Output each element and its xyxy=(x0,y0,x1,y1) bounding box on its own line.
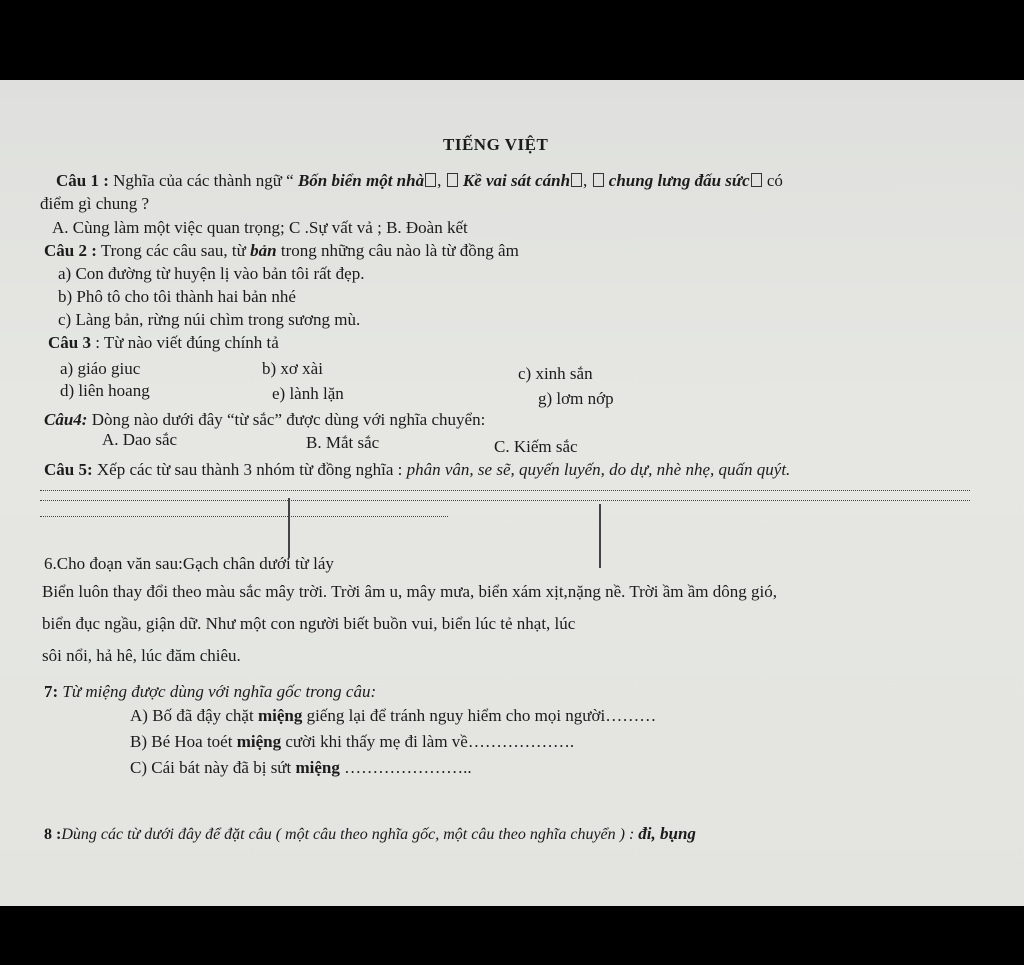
question-4-option-a: A. Dao sắc xyxy=(102,430,178,449)
idiom-2: Kề vai sát cánh xyxy=(458,171,571,190)
question-8: 8 :Dùng các từ dưới đây để đặt câu ( một câu theo nghĩa gốc, một câu theo nghĩa chuyển ) : đi, bụng xyxy=(44,824,696,843)
question-6-label: 6.Cho đoạn văn sau:Gạch chân dưới từ láy xyxy=(44,554,334,573)
missing-glyph-icon xyxy=(425,173,436,187)
question-3-label: Câu 3 xyxy=(48,333,91,352)
question-2: Câu 2 : Trong các câu sau, từ bản trong những câu nào là từ đồng âm xyxy=(44,241,519,260)
question-5-word-list: phân vân, se sẽ, quyến luyến, do dự, nhè nhẹ, quấn quýt. xyxy=(406,460,791,479)
question-3-option-b: b) xơ xài xyxy=(262,359,323,378)
question-7-label: 7: xyxy=(44,682,59,701)
idiom-3: chung lưng đấu sức xyxy=(604,171,750,190)
question-4-option-c: C. Kiếm sắc xyxy=(494,437,578,456)
question-3-option-d: d) liên hoang xyxy=(60,381,150,400)
question-7-option-c: C) Cái bát này đã bị sứt miệng ………………….. xyxy=(130,758,472,777)
question-3-option-a: a) giáo giuc xyxy=(60,359,141,378)
missing-glyph-icon xyxy=(447,173,458,187)
missing-glyph-icon xyxy=(593,173,604,187)
question-2-option-a: a) Con đường từ huyện lị vào bản tôi rất đẹp. xyxy=(58,264,365,283)
question-2-option-c: c) Làng bản, rừng núi chìm trong sương mù. xyxy=(58,310,361,329)
question-5-label: Câu 5: xyxy=(44,460,93,479)
answer-line xyxy=(40,500,970,501)
answer-line xyxy=(40,516,448,517)
question-7: 7: Từ miệng được dùng với nghĩa gốc trong câu: xyxy=(44,682,377,701)
question-6-paragraph-line-2: biển đục ngầu, giận dữ. Như một con người biết buồn vui, biển lúc tẻ nhạt, lúc xyxy=(42,614,576,633)
table-divider xyxy=(288,498,290,558)
worksheet-page xyxy=(0,80,1024,906)
question-1-text: Nghĩa của các thành ngữ “ xyxy=(108,171,298,190)
question-8-label: 8 : xyxy=(44,826,62,843)
question-4: Câu4: Dòng nào dưới đây “từ sắc” được dùng với nghĩa chuyển: xyxy=(44,410,486,429)
missing-glyph-icon xyxy=(571,173,582,187)
question-5: Câu 5: Xếp các từ sau thành 3 nhóm từ đồng nghĩa : phân vân, se sẽ, quyến luyến, do dự, nhè nhẹ, quấn quýt. xyxy=(44,460,791,479)
question-2-option-b: b) Phô tô cho tôi thành hai bản nhé xyxy=(58,287,296,306)
question-1-options: A. Cùng làm một việc quan trọng; C .Sự vất vả ; B. Đoàn kết xyxy=(52,218,468,237)
question-3: Câu 3 : Từ nào viết đúng chính tả xyxy=(48,333,279,352)
question-6-paragraph-line-1: Biển luôn thay đổi theo màu sắc mây trời. Trời âm u, mây mưa, biển xám xịt,nặng nề. Trời ầm ầm dông gió, xyxy=(42,582,777,601)
question-7-option-b: B) Bé Hoa toét miệng cười khi thấy mẹ đi làm về………………. xyxy=(130,732,575,751)
keyword-mieng: miệng xyxy=(236,732,282,751)
question-3-option-c: c) xinh sắn xyxy=(518,364,593,383)
question-1-line-2: điểm gì chung ? xyxy=(40,194,150,213)
idiom-1: Bốn biển một nhà xyxy=(297,171,425,190)
question-3-option-e: e) lành lặn xyxy=(272,384,344,403)
keyword-mieng: miệng xyxy=(295,758,340,777)
keyword-mieng: miệng xyxy=(257,706,303,725)
question-8-words: đi, bụng xyxy=(638,824,696,843)
question-4-label: Câu4: xyxy=(44,410,88,429)
missing-glyph-icon xyxy=(751,173,762,187)
question-1-label: Câu 1 : xyxy=(56,171,109,190)
question-6-paragraph-line-3: sôi nổi, hả hê, lúc đăm chiêu. xyxy=(42,646,241,665)
table-divider xyxy=(599,504,601,568)
question-7-option-a: A) Bố đã đậy chặt miệng giếng lại để tránh nguy hiểm cho mọi người……… xyxy=(130,706,657,725)
question-4-option-b: B. Mắt sắc xyxy=(306,433,380,452)
question-1-line-1: Câu 1 : Nghĩa của các thành ngữ “ Bốn biển một nhà , Kề vai sát cánh , chung lưng đấu sức có xyxy=(56,171,783,190)
page-title: TIẾNG VIỆT xyxy=(443,135,549,154)
question-2-label: Câu 2 : xyxy=(44,241,97,260)
question-3-option-g: g) lơm nớp xyxy=(538,389,614,408)
question-2-keyword: bản xyxy=(250,241,277,260)
answer-line xyxy=(40,490,970,491)
